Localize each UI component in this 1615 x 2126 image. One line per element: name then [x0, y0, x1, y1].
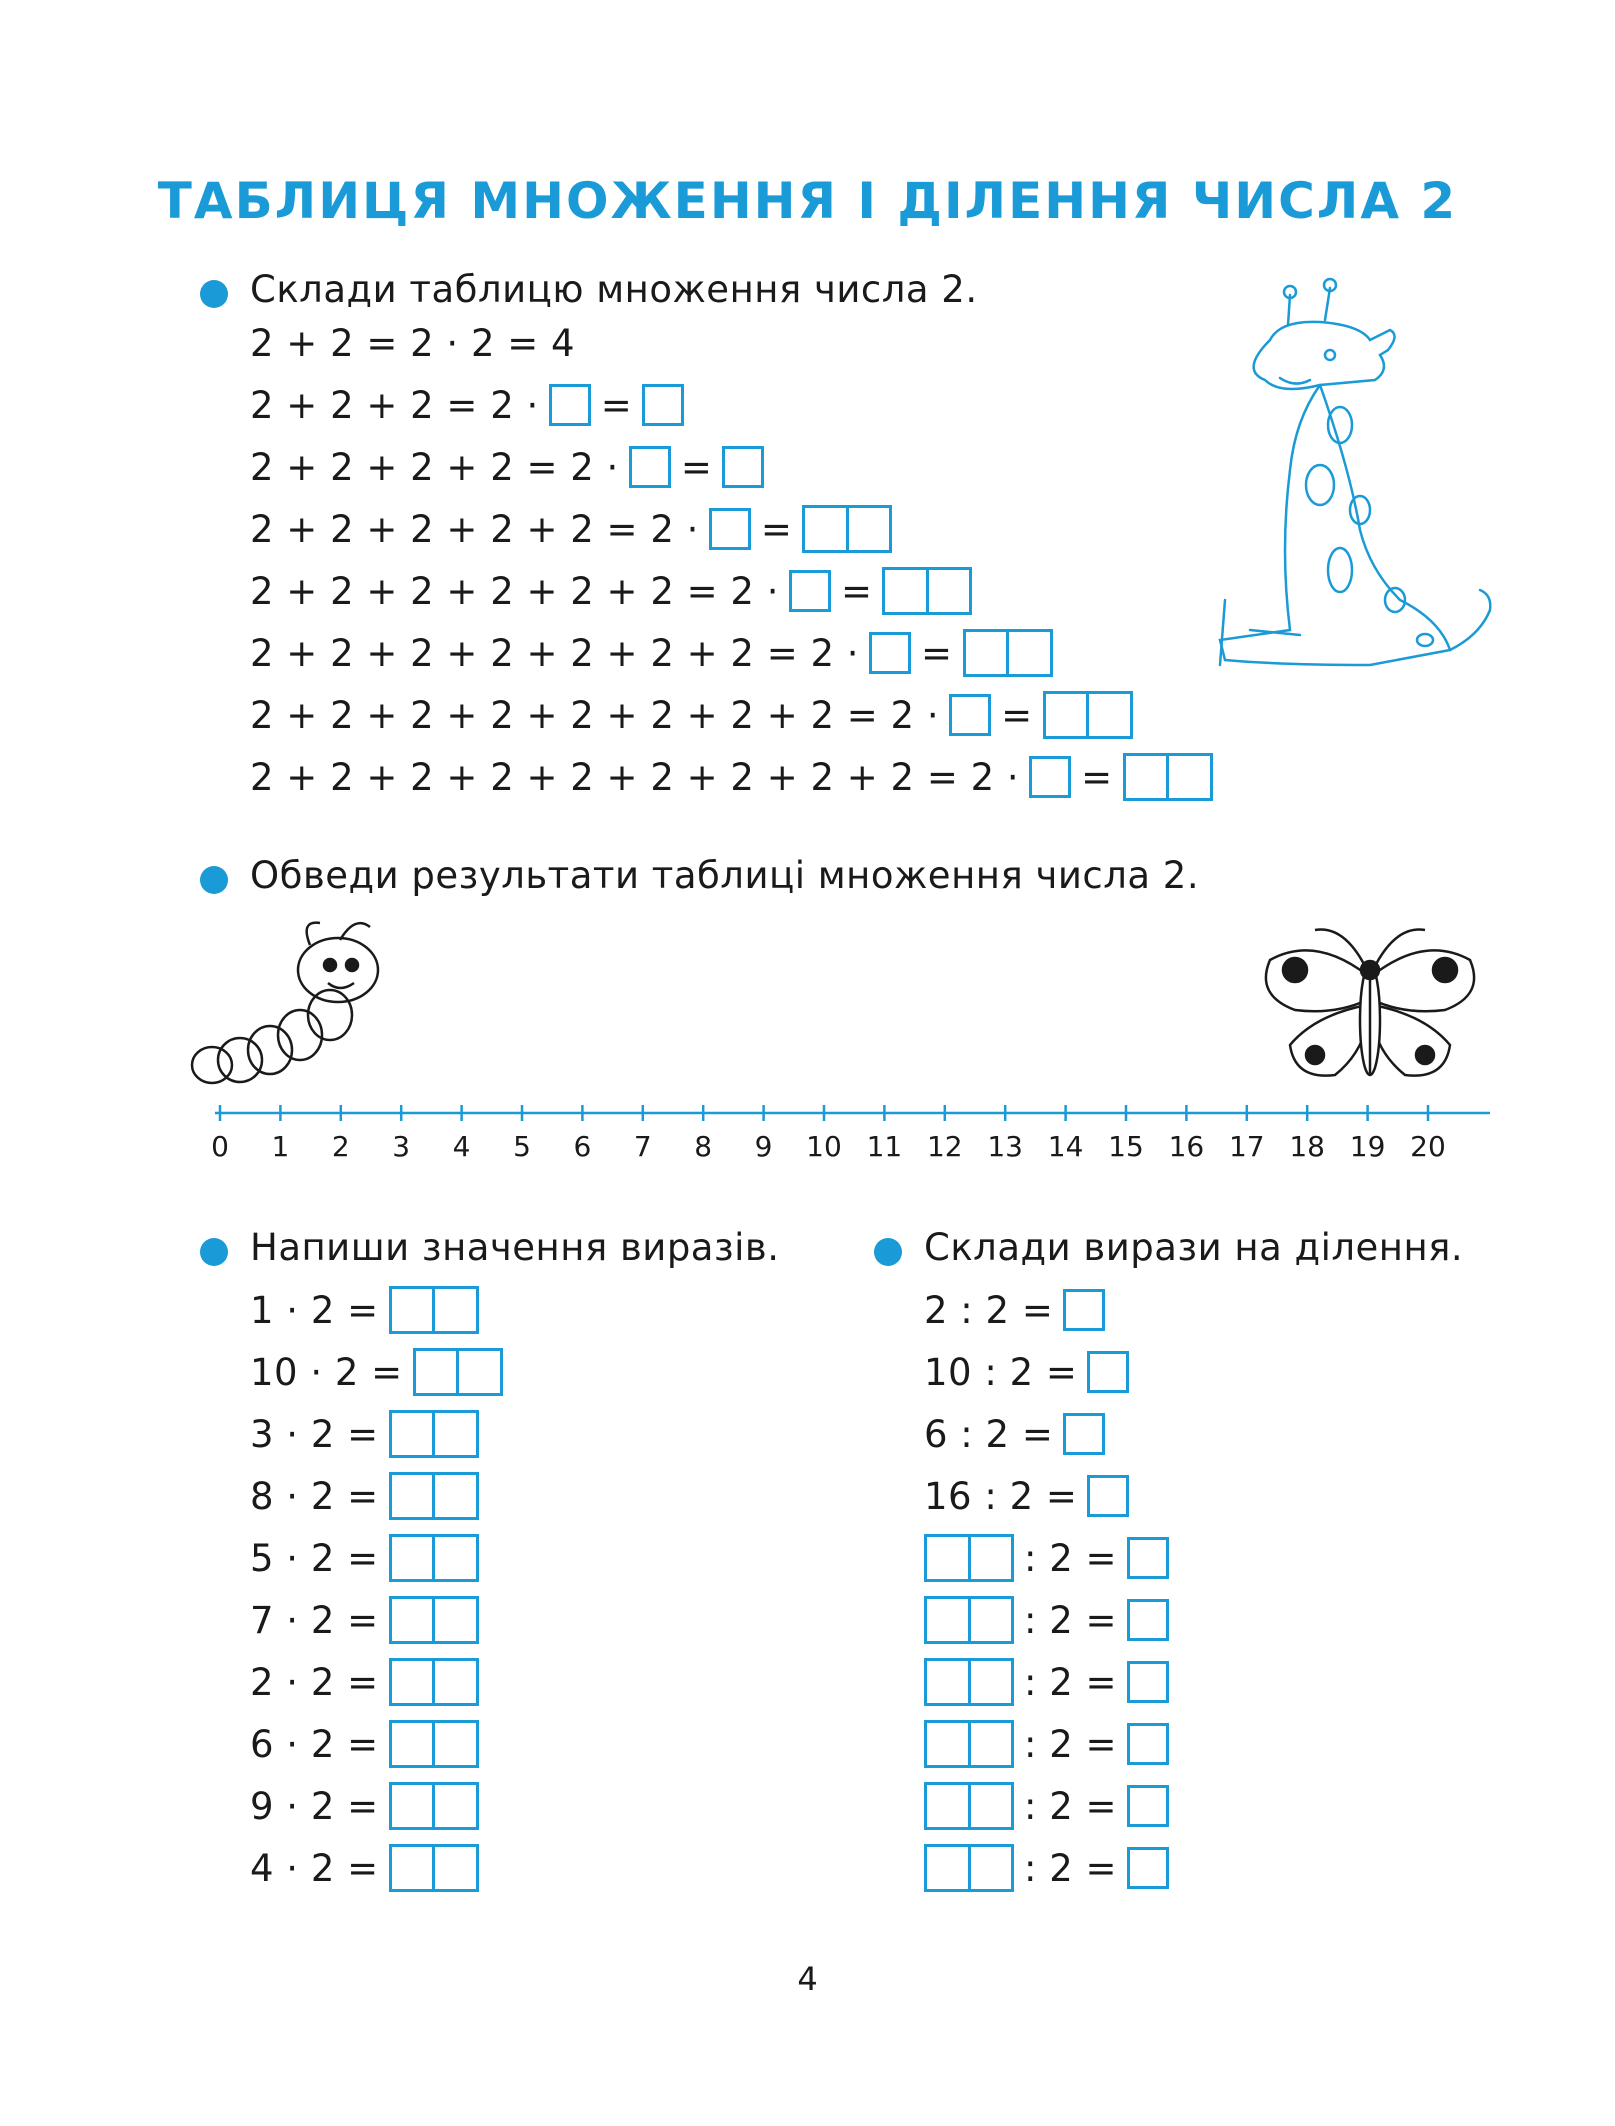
tick-label[interactable]: 5	[513, 1130, 531, 1163]
answer-box[interactable]	[413, 1348, 503, 1396]
tick-label[interactable]: 9	[754, 1130, 773, 1163]
digit-cell[interactable]	[885, 570, 926, 612]
quotient-answer-box[interactable]	[1127, 1599, 1169, 1641]
digit-cell[interactable]	[432, 1599, 476, 1641]
tick-label[interactable]: 19	[1349, 1130, 1386, 1163]
dividend-answer-box[interactable]	[924, 1844, 1014, 1892]
equals-sign: =	[680, 445, 713, 489]
blank-division-row	[924, 1781, 1169, 1831]
expression: 9 · 2 =	[250, 1784, 379, 1828]
digit-cell[interactable]	[392, 1289, 433, 1331]
expression: 2 · 2 =	[250, 1660, 379, 1704]
expression: 10 : 2 =	[924, 1350, 1078, 1394]
division-row	[924, 1347, 1129, 1397]
multiplication-row	[250, 752, 1213, 802]
tick-label[interactable]: 7	[633, 1130, 652, 1163]
digit-cell[interactable]	[927, 1599, 968, 1641]
expression: : 2 =	[1024, 1598, 1118, 1642]
task3-instruction: Напиши значення виразів.	[250, 1226, 780, 1269]
digit-cell[interactable]	[392, 1413, 433, 1455]
expression-row	[250, 1595, 479, 1645]
butterfly-illustration	[1255, 915, 1485, 1090]
task1-example	[250, 318, 575, 368]
digit-cell[interactable]	[927, 1661, 968, 1703]
digit-cell[interactable]	[1006, 632, 1050, 674]
digit-cell[interactable]	[966, 632, 1007, 674]
expression: 6 · 2 =	[250, 1722, 379, 1766]
tick-label[interactable]: 17	[1228, 1130, 1265, 1163]
product-answer-box[interactable]	[722, 446, 764, 488]
digit-cell[interactable]	[432, 1289, 476, 1331]
digit-cell[interactable]	[392, 1661, 433, 1703]
blank-division-row	[924, 1657, 1169, 1707]
page-title: ТАБЛИЦЯ МНОЖЕННЯ І ДІЛЕННЯ ЧИСЛА 2	[157, 172, 1458, 230]
digit-cell[interactable]	[927, 1723, 968, 1765]
blank-division-row	[924, 1843, 1169, 1893]
digit-cell[interactable]	[968, 1785, 1012, 1827]
multiplication-row	[250, 504, 892, 554]
expression: 5 · 2 =	[250, 1536, 379, 1580]
division-row	[924, 1409, 1105, 1459]
tick-label[interactable]: 11	[866, 1130, 903, 1163]
answer-box[interactable]	[389, 1534, 479, 1582]
digit-cell[interactable]	[927, 1785, 968, 1827]
division-row	[924, 1285, 1105, 1335]
expression: : 2 =	[1024, 1846, 1118, 1890]
factor-answer-box[interactable]	[949, 694, 991, 736]
multiplication-row	[250, 690, 1133, 740]
digit-cell[interactable]	[1086, 694, 1130, 736]
product-answer-box[interactable]	[963, 629, 1053, 677]
tick-label[interactable]: 4	[452, 1130, 471, 1163]
tick-label[interactable]: 20	[1410, 1130, 1446, 1163]
digit-cell[interactable]	[392, 1599, 433, 1641]
expression-row	[250, 1471, 479, 1521]
blank-division-row	[924, 1533, 1169, 1583]
expression: : 2 =	[1024, 1660, 1118, 1704]
equals-sign: =	[600, 383, 633, 427]
tick-label[interactable]: 3	[392, 1130, 411, 1163]
equals-sign: =	[1001, 693, 1033, 737]
digit-cell[interactable]	[432, 1723, 476, 1765]
expression: 8 · 2 =	[250, 1474, 379, 1518]
digit-cell[interactable]	[968, 1847, 1012, 1889]
task2-instruction: Обведи результати таблиці множення числа 2.	[250, 854, 1200, 897]
example-expression: 2 + 2 = 2 · 2 = 4	[250, 321, 576, 365]
tick-label[interactable]: 1	[271, 1130, 290, 1163]
tick-label[interactable]: 14	[1047, 1130, 1084, 1163]
blank-division-row	[924, 1595, 1169, 1645]
tick-label[interactable]: 0	[211, 1130, 229, 1163]
equals-sign: =	[760, 507, 793, 551]
expression-row	[250, 1843, 479, 1893]
factor-answer-box[interactable]	[789, 570, 831, 612]
product-answer-box[interactable]	[802, 505, 892, 553]
answer-box[interactable]	[389, 1596, 479, 1644]
digit-cell[interactable]	[968, 1661, 1012, 1703]
digit-cell[interactable]	[432, 1537, 476, 1579]
expression: 2 + 2 + 2 + 2 + 2 + 2 = 2 ·	[250, 569, 779, 613]
task1-instruction: Склади таблицю множення числа 2.	[250, 268, 978, 311]
equals-sign: =	[840, 569, 873, 613]
dividend-answer-box[interactable]	[924, 1658, 1014, 1706]
expression-row	[250, 1347, 503, 1397]
equals-sign: =	[1081, 755, 1113, 799]
expression: : 2 =	[1024, 1536, 1118, 1580]
digit-cell[interactable]	[968, 1599, 1012, 1641]
factor-answer-box[interactable]	[1029, 756, 1071, 798]
bullet-icon	[200, 866, 228, 894]
expression: 4 · 2 =	[250, 1846, 379, 1890]
expression: 3 · 2 =	[250, 1412, 379, 1456]
answer-box[interactable]	[389, 1410, 479, 1458]
tick-label[interactable]: 6	[573, 1130, 592, 1163]
dividend-answer-box[interactable]	[924, 1782, 1014, 1830]
digit-cell[interactable]	[927, 1537, 968, 1579]
expression: 2 + 2 + 2 + 2 + 2 + 2 + 2 + 2 + 2 = 2 ·	[250, 755, 1020, 799]
page-number: 4	[797, 1960, 818, 1998]
dividend-answer-box[interactable]	[924, 1596, 1014, 1644]
quotient-answer-box[interactable]	[1087, 1475, 1129, 1517]
digit-cell[interactable]	[432, 1847, 476, 1889]
factor-answer-box[interactable]	[709, 508, 751, 550]
expression-row	[250, 1533, 479, 1583]
tick-label[interactable]: 2	[331, 1130, 350, 1163]
answer-box[interactable]	[389, 1720, 479, 1768]
factor-answer-box[interactable]	[549, 384, 591, 426]
digit-cell[interactable]	[416, 1351, 457, 1393]
digit-cell[interactable]	[1166, 756, 1210, 798]
multiplication-row	[250, 442, 764, 492]
task4-instruction: Склади вирази на ділення.	[924, 1226, 1464, 1269]
expression-row	[250, 1657, 479, 1707]
expression: 2 + 2 + 2 + 2 + 2 + 2 + 2 + 2 = 2 ·	[250, 693, 940, 737]
digit-cell[interactable]	[927, 1847, 968, 1889]
tick-label[interactable]: 10	[806, 1130, 842, 1163]
tick-label[interactable]: 18	[1289, 1130, 1326, 1163]
product-answer-box[interactable]	[882, 567, 972, 615]
product-answer-box[interactable]	[1043, 691, 1133, 739]
quotient-answer-box[interactable]	[1063, 1413, 1105, 1455]
tick-label[interactable]: 15	[1108, 1130, 1144, 1163]
factor-answer-box[interactable]	[629, 446, 671, 488]
answer-box[interactable]	[389, 1472, 479, 1520]
answer-box[interactable]	[389, 1286, 479, 1334]
quotient-answer-box[interactable]	[1127, 1723, 1169, 1765]
digit-cell[interactable]	[432, 1475, 476, 1517]
division-row	[924, 1471, 1129, 1521]
digit-cell[interactable]	[805, 508, 846, 550]
expression-row	[250, 1719, 479, 1769]
digit-cell[interactable]	[392, 1847, 433, 1889]
quotient-answer-box[interactable]	[1127, 1847, 1169, 1889]
dividend-answer-box[interactable]	[924, 1534, 1014, 1582]
giraffe-illustration	[1210, 270, 1500, 680]
tick-label[interactable]: 12	[926, 1130, 963, 1163]
expression-row	[250, 1409, 479, 1459]
bullet-icon	[200, 1238, 228, 1266]
quotient-answer-box[interactable]	[1127, 1537, 1169, 1579]
answer-box[interactable]	[389, 1658, 479, 1706]
expression: : 2 =	[1024, 1722, 1118, 1766]
expression: 2 : 2 =	[924, 1288, 1054, 1332]
digit-cell[interactable]	[968, 1537, 1012, 1579]
quotient-answer-box[interactable]	[1087, 1351, 1129, 1393]
digit-cell[interactable]	[968, 1723, 1012, 1765]
expression-row	[250, 1781, 479, 1831]
digit-cell[interactable]	[392, 1537, 433, 1579]
expression: 2 + 2 + 2 + 2 + 2 = 2 ·	[250, 507, 699, 551]
quotient-answer-box[interactable]	[1063, 1289, 1105, 1331]
tick-label[interactable]: 13	[987, 1130, 1024, 1163]
expression: 10 · 2 =	[250, 1350, 403, 1394]
expression-row	[250, 1285, 479, 1335]
equals-sign: =	[921, 631, 953, 675]
digit-cell[interactable]	[456, 1351, 500, 1393]
digit-cell[interactable]	[1126, 756, 1167, 798]
digit-cell[interactable]	[392, 1475, 433, 1517]
digit-cell[interactable]	[392, 1785, 433, 1827]
multiplication-row	[250, 628, 1053, 678]
expression: 2 + 2 + 2 + 2 + 2 + 2 + 2 = 2 ·	[250, 631, 860, 675]
bullet-icon	[874, 1238, 902, 1266]
caterpillar-illustration	[190, 915, 410, 1095]
digit-cell[interactable]	[846, 508, 890, 550]
digit-cell[interactable]	[392, 1723, 433, 1765]
multiplication-row	[250, 566, 972, 616]
digit-cell[interactable]	[432, 1785, 476, 1827]
quotient-answer-box[interactable]	[1127, 1785, 1169, 1827]
dividend-answer-box[interactable]	[924, 1720, 1014, 1768]
expression: 16 : 2 =	[924, 1474, 1078, 1518]
factor-answer-box[interactable]	[869, 632, 911, 674]
product-answer-box[interactable]	[642, 384, 684, 426]
digit-cell[interactable]	[432, 1413, 476, 1455]
multiplication-row	[250, 380, 684, 430]
product-answer-box[interactable]	[1123, 753, 1213, 801]
answer-box[interactable]	[389, 1844, 479, 1892]
answer-box[interactable]	[389, 1782, 479, 1830]
expression: 7 · 2 =	[250, 1598, 379, 1642]
digit-cell[interactable]	[926, 570, 970, 612]
tick-label[interactable]: 8	[694, 1130, 713, 1163]
tick-label[interactable]: 16	[1168, 1130, 1205, 1163]
expression: 1 · 2 =	[250, 1288, 379, 1332]
digit-cell[interactable]	[1046, 694, 1087, 736]
expression: 2 + 2 + 2 = 2 ·	[250, 383, 539, 427]
expression: : 2 =	[1024, 1784, 1118, 1828]
quotient-answer-box[interactable]	[1127, 1661, 1169, 1703]
expression: 2 + 2 + 2 + 2 = 2 ·	[250, 445, 619, 489]
expression: 6 : 2 =	[924, 1412, 1054, 1456]
blank-division-row	[924, 1719, 1169, 1769]
digit-cell[interactable]	[432, 1661, 476, 1703]
bullet-icon	[200, 280, 228, 308]
